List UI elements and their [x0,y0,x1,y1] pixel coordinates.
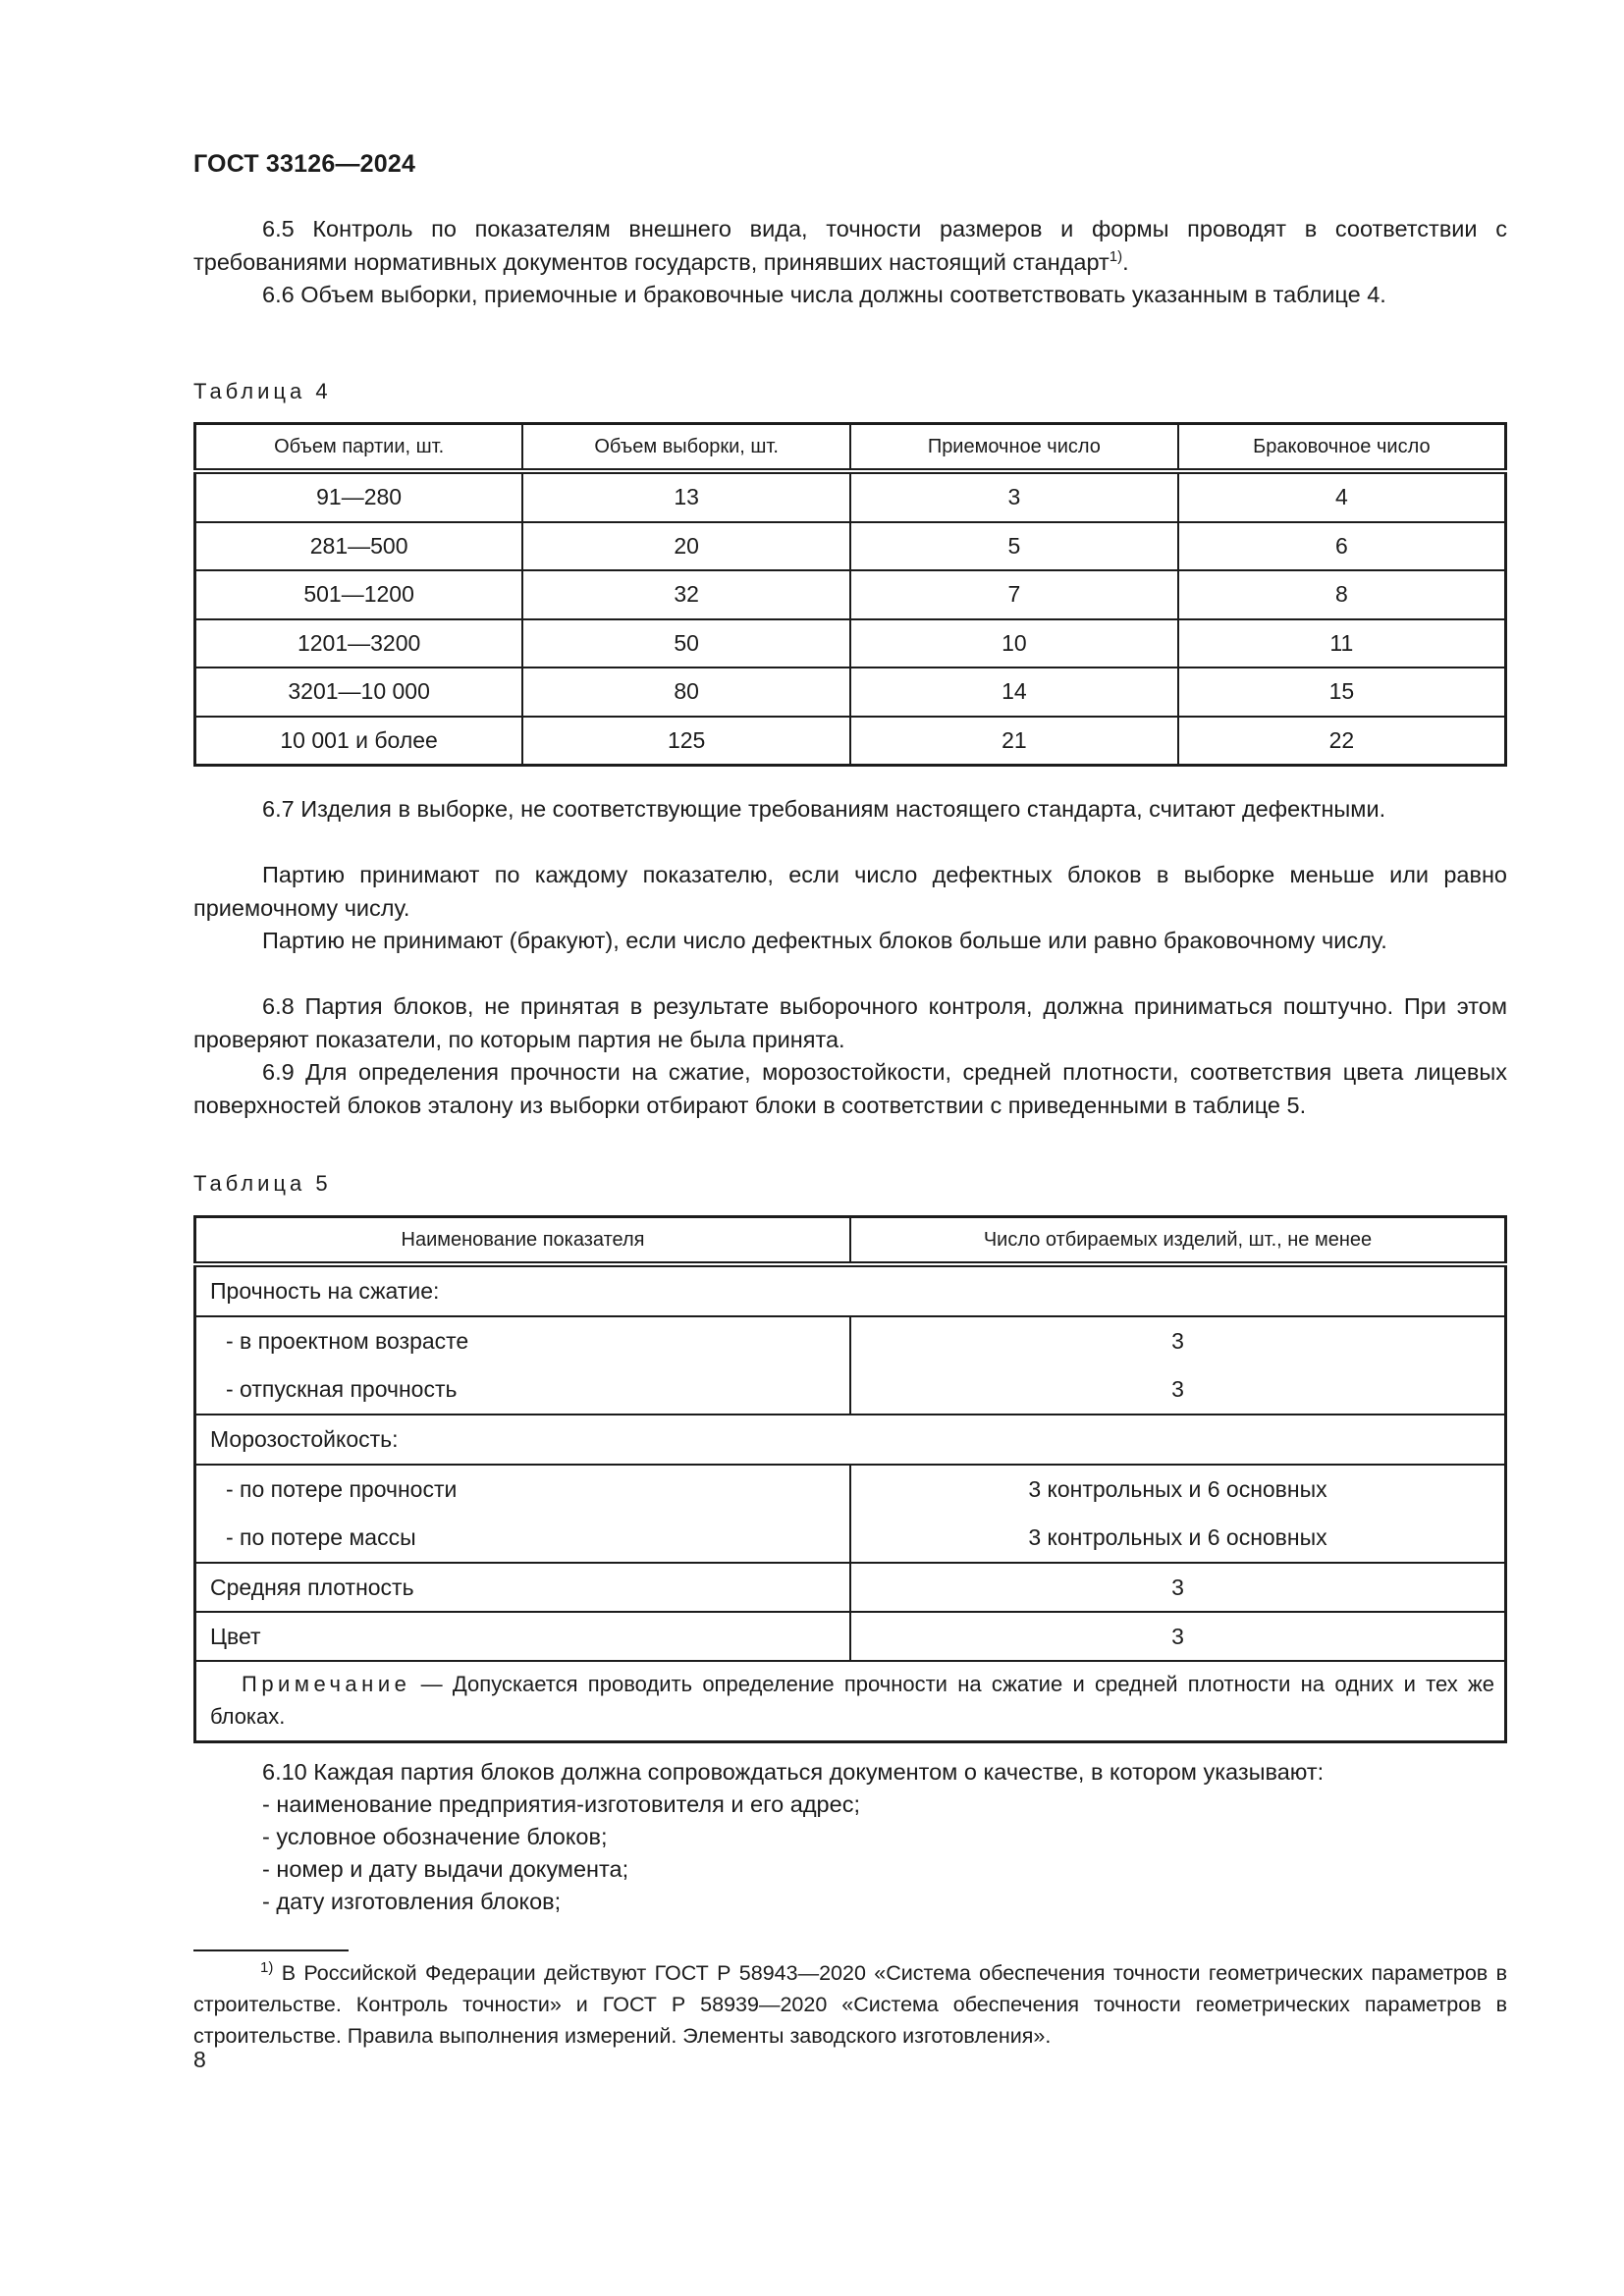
table-cell: 8 [1178,570,1506,619]
indicator-name: - в проектном возрасте [226,1328,469,1354]
paragraph-6-10: 6.10 Каждая партия блоков должна сопровождаться документом о качестве, в котором указывают: [262,1759,1325,1785]
table-row [195,1316,1506,1415]
table-note-row [195,1661,1506,1742]
table-cell: 91—280 [195,471,523,522]
table-note [195,1661,1506,1742]
paragraph-6-9: 6.9 Для определения прочности на сжатие, морозостойкости, средней плотности, соответствия цвета лицевых поверхностей блоков эталону из выборки отбирают блоки в соответствии с приведенными в таблице 5. [193,1059,1507,1118]
paragraph-6-5: 6.5 Контроль по показателям внешнего вида, точности размеров и формы проводят в соответствии с требованиями нормативных документов государств, принявших настоящий стандарт$^{1)}$. [193,216,1507,275]
count-value: 3 контрольных и 6 основных [1028,1476,1327,1502]
table-cell: 7 [850,570,1178,619]
table-4-header: Объем партии, шт. [195,424,523,472]
table-group-row [195,1415,1506,1465]
table-5-header-row [195,1217,1506,1265]
table-cell: 21 [850,717,1178,766]
table-cell: 10 [850,619,1178,668]
table-cell: 13 [522,471,850,522]
table-5-header: Наименование показателя [195,1217,851,1265]
count-value: 3 [1171,1328,1184,1354]
table-cell: 501—1200 [195,570,523,619]
table-cell: 6 [1178,522,1506,571]
group-title: Прочность на сжатие: [195,1264,1506,1316]
list-item: - условное обозначение блоков; [262,1824,608,1849]
table-cell: 15 [1178,667,1506,717]
table-row [195,471,1506,522]
indicator-name: Средняя плотность [195,1563,851,1612]
paragraph-6-8: 6.8 Партия блоков, не принятая в результате выборочного контроля, должна приниматься поштучно. При этом проверяют показатели, по которым партия не была принята. [193,993,1507,1052]
list-item: - номер и дату выдачи документа; [262,1856,629,1882]
table-4-header: Приемочное число [850,424,1178,472]
table-row [195,1612,1506,1661]
list-item: - дату изготовления блоков; [262,1889,562,1914]
paragraph-6-7-accept: Партию принимают по каждому показателю, если число дефектных блоков в выборке меньше или равно приемочному числу. [193,862,1507,921]
table-cell: 80 [522,667,850,717]
page-number: 8 [193,2047,206,2072]
table-4-header: Объем выборки, шт. [522,424,850,472]
count-value: 3 [1171,1376,1184,1402]
table-cell: 3201—10 000 [195,667,523,717]
table-cell: 22 [1178,717,1506,766]
table-cell: 3 [850,471,1178,522]
table-4-caption: Таблица 4 [193,379,332,403]
paragraph-6-7-reject: Партию не принимают (бракуют), если число дефектных блоков больше или равно браковочному числу. [262,928,1387,953]
table-cell: 14 [850,667,1178,717]
table-cell: 4 [1178,471,1506,522]
indicator-cell [195,1316,851,1415]
indicator-name: - по потере массы [226,1524,416,1550]
footnote-marker: 1) [260,1958,274,1976]
footnote-ref[interactable]: 1) [1109,247,1123,265]
table-row [195,1563,1506,1612]
table-4 [193,422,1507,767]
table-cell: 50 [522,619,850,668]
table-row [195,1465,1506,1563]
count-value: 3 контрольных и 6 основных [1028,1524,1327,1550]
table-cell: 11 [1178,619,1506,668]
table-cell: 1201—3200 [195,619,523,668]
note-text: — Допускается проводить определение прочности на сжатие и средней плотности на одних и тех же блоках. [210,1672,1494,1729]
table-row [195,619,1506,668]
table-5-header: Число отбираемых изделий, шт., не менее [850,1217,1506,1265]
table-cell: 32 [522,570,850,619]
table-4-header: Браковочное число [1178,424,1506,472]
table-cell: 125 [522,717,850,766]
indicator-name: - отпускная прочность [226,1376,458,1402]
indicator-cell [195,1465,851,1563]
table-5-caption: Таблица 5 [193,1171,332,1196]
count-cell [850,1316,1506,1415]
paragraph-6-7: 6.7 Изделия в выборке, не соответствующие требованиям настоящего стандарта, считают дефектными. [262,796,1386,822]
table-cell: 10 001 и более [195,717,523,766]
count-cell [850,1465,1506,1563]
table-row [195,522,1506,571]
document-title: ГОСТ 33126—2024 [193,150,416,178]
list-item: - наименование предприятия-изготовителя и его адрес; [262,1791,860,1817]
group-title: Морозостойкость: [195,1415,1506,1465]
table-5 [193,1215,1507,1743]
paragraph-6-6: 6.6 Объем выборки, приемочные и браковочные числа должны соответствовать указанным в таблице 4. [262,282,1386,307]
table-cell: 5 [850,522,1178,571]
count-value: 3 [850,1563,1506,1612]
indicator-name: Цвет [195,1612,851,1661]
footnote-divider [193,1949,349,1951]
footnote: $^{1)}$ В Российской Федерации действуют ГОСТ Р 58943—2020 «Система обеспечения точности геометрических параметров в строительстве. Контроль точности» и ГОСТ Р 58939—2020 «Система обеспечения точности геометрических параметров в строительстве. Правила выполнения измерений. Элементы заводского изготовления». [193,1958,1507,2048]
count-value: 3 [850,1612,1506,1661]
table-cell: 20 [522,522,850,571]
table-row [195,717,1506,766]
table-cell: 281—500 [195,522,523,571]
table-4-header-row [195,424,1506,472]
table-row [195,570,1506,619]
table-group-row [195,1264,1506,1316]
indicator-name: - по потере прочности [226,1476,458,1502]
table-row [195,667,1506,717]
note-label: Примечание [242,1672,411,1696]
